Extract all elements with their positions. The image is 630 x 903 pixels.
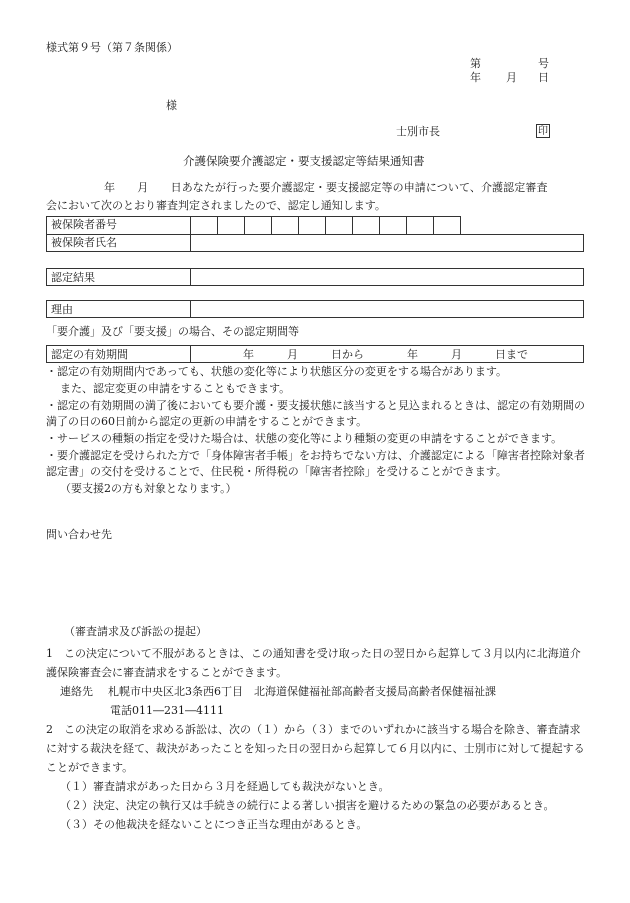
appeal-contact	[46, 682, 586, 701]
appeal-sub-3: （３）その他裁決を経ないことにつき正当な理由があるとき。	[60, 818, 368, 831]
intro-line2: 会において次のとおり審査判定されましたので、認定し通知します。	[46, 199, 386, 212]
note-item: （要支援2の方も対象となります。）	[60, 482, 237, 495]
issuer-title: 士別市長	[396, 125, 440, 138]
intro-line1: 年 月 日あなたが行った要介護認定・要支援認定等の申請について、介護認定審査	[104, 181, 548, 194]
insured-name-field[interactable]	[191, 234, 584, 252]
period-row	[46, 345, 584, 363]
seal-mark: 印	[538, 126, 548, 137]
reason-row	[46, 300, 584, 318]
result-row	[46, 268, 584, 286]
note-item: ・要介護認定を受けられた方で「身体障害者手帳」をお持ちでない方は、介護認定による「障害者控除対象者認定書」の交付を受けることで、住民税・所得税の「障害者控除」を受けることができます。	[46, 449, 585, 478]
note-item: ・サービスの種類の指定を受けた場合は、状態の変化等により種類の変更の申請をすることができます。	[46, 432, 563, 445]
appeal-item-1: 1 この決定について不服があるときは、この通知書を受け取った日の翌日から起算して３月以内に北海道介護保険審査会に審査請求をすることができます。	[46, 647, 581, 679]
period-heading: 「要介護」及び「要支援」の場合、その認定期間等	[46, 325, 299, 338]
appeal-contact-phone: 電話011―231―4111	[110, 704, 224, 717]
period-to: 年 月 日まで	[407, 348, 528, 361]
insured-number-digit[interactable]	[353, 217, 380, 235]
result-label: 認定結果	[51, 271, 95, 284]
reason-field[interactable]	[190, 301, 191, 317]
contact-label: 問い合わせ先	[46, 528, 112, 541]
period-field[interactable]	[190, 346, 191, 362]
period-from: 年 月 日から	[243, 348, 364, 361]
note-item: ・認定の有効期間の満了後においても要介護・要支援状態に該当すると見込まれるときは、認定の有効期間の満了の日の60日前から認定の更新の申請をすることができます。	[46, 399, 585, 428]
note-item: ・認定の有効期間内であっても、状態の変化等により状態区分の変更をする場合があります。	[46, 365, 508, 378]
appeal-section	[46, 644, 586, 834]
result-field[interactable]	[190, 269, 191, 285]
appeal-contact-address: 札幌市中央区北3条西6丁目 北海道保健福祉部高齢者支援局高齢者保健福祉課	[108, 685, 496, 698]
reason-label: 理由	[51, 303, 73, 316]
insured-number-digit[interactable]	[218, 217, 245, 235]
insured-number-digit[interactable]	[380, 217, 407, 235]
date-year: 年	[470, 71, 481, 84]
insured-number-digit[interactable]	[434, 217, 461, 235]
insured-name-label: 被保険者氏名	[47, 234, 191, 252]
period-label: 認定の有効期間	[51, 348, 128, 361]
insured-name-row	[47, 234, 584, 252]
insured-number-digit[interactable]	[272, 217, 299, 235]
appeal-item-2: 2 この決定の取消を求める訴訟は、次の（１）から（３）までのいずれかに該当する場合を除き、審査請求に対する裁決を経て、裁決があったことを知った日の翌日から起算して６月以内に、士別市に対して提起することができます。	[46, 723, 585, 774]
insured-number-row	[47, 217, 584, 235]
doc-number-prefix: 第	[470, 57, 481, 70]
insured-number-digit[interactable]	[191, 217, 218, 235]
date-day: 日	[538, 71, 549, 84]
insured-number-digit[interactable]	[326, 217, 353, 235]
insured-number-label: 被保険者番号	[47, 217, 191, 235]
notes-list	[46, 364, 586, 498]
document-title: 介護保険要介護認定・要支援認定等結果通知書	[183, 154, 425, 168]
insured-table	[46, 216, 584, 252]
date-month: 月	[506, 71, 517, 84]
insured-number-digit[interactable]	[299, 217, 326, 235]
insured-number-digit[interactable]	[407, 217, 434, 235]
appeal-contact-prefix: 連絡先	[60, 685, 93, 698]
addressee-suffix: 様	[166, 99, 177, 112]
note-item: また、認定変更の申請をすることもできます。	[60, 382, 291, 395]
appeal-sub-2: （２）決定、決定の執行又は手続きの続行による著しい損害を避けるための緊急の必要があるとき。	[60, 799, 555, 812]
insured-number-digit[interactable]	[245, 217, 272, 235]
doc-number-suffix: 号	[538, 57, 549, 70]
appeal-heading: （審査請求及び訴訟の提起）	[64, 625, 207, 638]
appeal-sub-1: （１）審査請求があった日から３月を経過しても裁決がないとき。	[60, 780, 390, 793]
form-label: 様式第９号（第７条関係）	[46, 41, 178, 54]
